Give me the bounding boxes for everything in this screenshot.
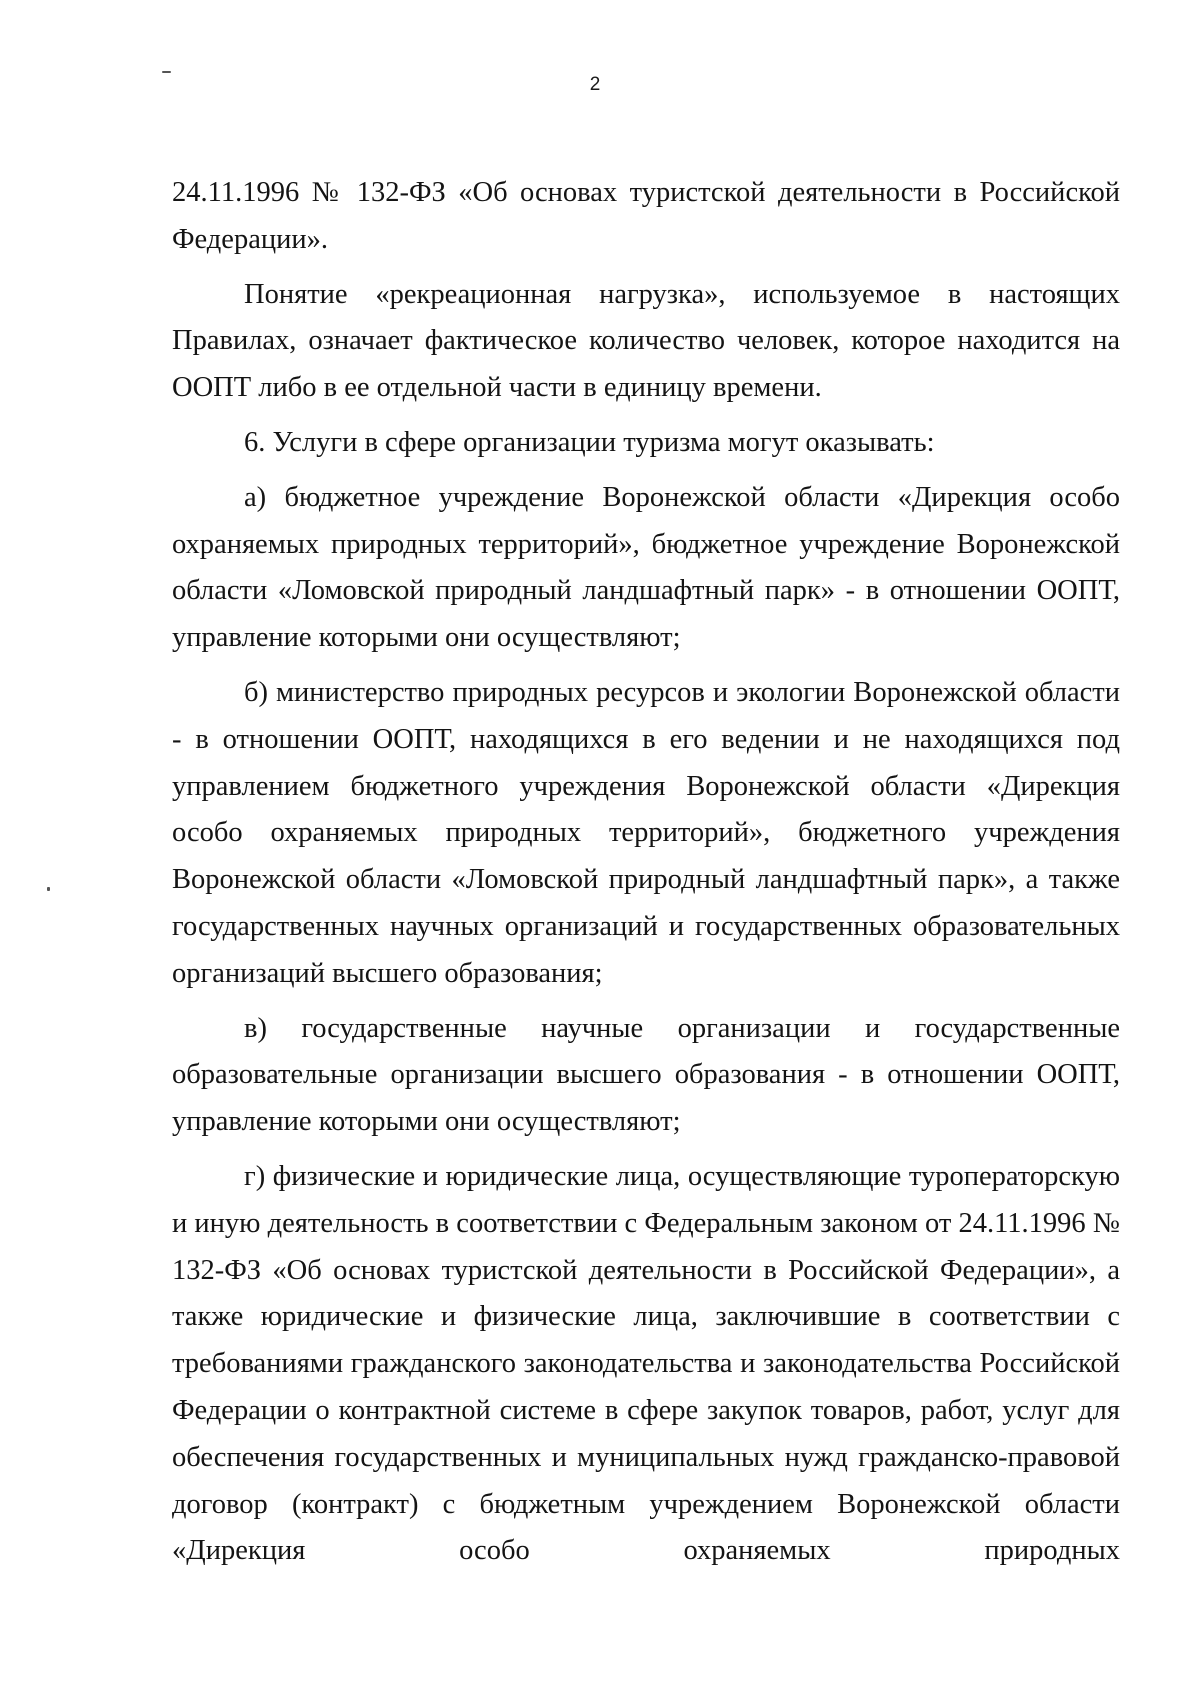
- paragraph-subitem-b: б) министерство природных ресурсов и экологии Воронежской области - в отношении ООПТ, находящихся в его ведении и не находящихся под управлением бюджетного учреждения Воронежской области «Дирекция особо охраняемых природных территорий», бюджетного учреждения Воронежской области «Ломовской природный ландшафтный парк», а также государственных научных организаций и государственных образовательных организаций высшего образования;: [172, 676, 1120, 989]
- scan-mark: [47, 887, 50, 891]
- paragraph-continuation: 24.11.1996 № 132-ФЗ «Об основах туристской деятельности в Российской Федерации».: [172, 177, 1120, 255]
- paragraph-item-6: 6. Услуги в сфере организации туризма могут оказывать:: [244, 426, 935, 458]
- document-body: [172, 170, 1120, 1575]
- scan-mark: [162, 71, 171, 73]
- paragraph-subitem-a: а) бюджетное учреждение Воронежской области «Дирекция особо охраняемых природных территорий», бюджетное учреждение Воронежской области «Ломовской природный ландшафтный парк» - в отношении ООПТ, управление которыми они осуществляют;: [172, 481, 1120, 654]
- paragraph-definition: Понятие «рекреационная нагрузка», используемое в настоящих Правилах, означает фактическое количество человек, которое находится на ООПТ либо в ее отдельной части в единицу времени.: [172, 278, 1120, 404]
- paragraph-subitem-g: г) физические и юридические лица, осуществляющие туроператорскую и иную деятельность в соответствии с Федеральным законом от 24.11.1996 № 132-ФЗ «Об основах туристской деятельности в Российской Федерации», а также юридические и физические лица, заключившие в соответствии с требованиями гражданского законодательства и законодательства Российской Федерации о контрактной системе в сфере закупок товаров, работ, услуг для обеспечения государственных и муниципальных нужд гражданско-правовой договор (контракт) с бюджетным учреждением Воронежской области «Дирекция особо охраняемых природных: [172, 1160, 1120, 1567]
- page-number: 2: [589, 74, 601, 95]
- paragraph-subitem-v: в) государственные научные организации и государственные образовательные организации высшего образования - в отношении ООПТ, управление которыми они осуществляют;: [172, 1012, 1120, 1138]
